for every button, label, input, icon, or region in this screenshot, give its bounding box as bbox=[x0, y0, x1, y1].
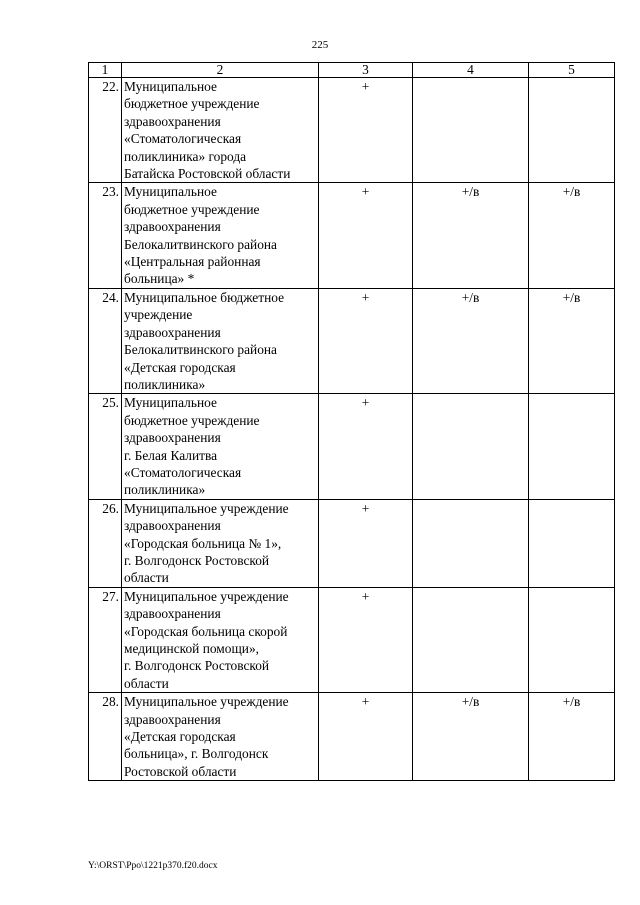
institution-name-line: медицинской помощи», bbox=[124, 641, 259, 656]
institution-name-line: здравоохранения bbox=[124, 606, 221, 622]
institution-name-cell bbox=[122, 183, 319, 288]
mark-cell-col-3: + bbox=[319, 693, 413, 781]
institution-name-line: Муниципальное bbox=[124, 79, 217, 94]
table-row bbox=[89, 499, 615, 587]
header-cell-5: 5 bbox=[529, 63, 615, 78]
institution-name-line: больница», г. Волгодонск bbox=[124, 746, 269, 762]
institution-name-line: здравоохранения bbox=[124, 324, 221, 340]
institution-name-cell bbox=[122, 499, 319, 587]
institution-name-line: учреждение bbox=[124, 307, 193, 323]
mark-cell-col-5 bbox=[529, 499, 615, 587]
institution-name-line: здравоохранения bbox=[124, 430, 221, 446]
institution-name-line: здравоохранения bbox=[124, 113, 221, 129]
mark-cell-col-3: + bbox=[319, 587, 413, 692]
institution-name-line: г. Волгодонск Ростовской bbox=[124, 552, 270, 568]
table-row bbox=[89, 288, 615, 393]
institution-name-line: «Стоматологическая bbox=[124, 464, 242, 480]
institution-name-line: области bbox=[124, 675, 169, 691]
institution-name-line: поликлиника» bbox=[124, 376, 206, 392]
table-row bbox=[89, 587, 615, 692]
mark-cell-col-3: + bbox=[319, 288, 413, 393]
row-number-cell: 27. bbox=[89, 587, 122, 692]
mark-cell-col-5 bbox=[529, 78, 615, 183]
header-cell-1: 1 bbox=[89, 63, 122, 78]
table-row bbox=[89, 394, 615, 499]
mark-cell-col-5: +/в bbox=[529, 288, 615, 393]
header-cell-4: 4 bbox=[413, 63, 529, 78]
institution-name-line: здравоохранения bbox=[124, 518, 221, 534]
mark-cell-col-4: +/в bbox=[413, 288, 529, 393]
institutions-table bbox=[88, 62, 615, 781]
institution-name-line: «Детская городская bbox=[124, 729, 236, 745]
institution-name-cell bbox=[122, 288, 319, 393]
institution-name-line: г. Волгодонск Ростовской bbox=[124, 658, 270, 674]
mark-cell-col-5 bbox=[529, 394, 615, 499]
header-cell-2: 2 bbox=[122, 63, 319, 78]
institution-name-line: «Городская больница № 1», bbox=[124, 535, 282, 551]
mark-cell-col-4 bbox=[413, 394, 529, 499]
header-cell-3: 3 bbox=[319, 63, 413, 78]
institution-name-line: «Детская городская bbox=[124, 359, 236, 375]
institution-name-line: бюджетное учреждение bbox=[124, 96, 260, 112]
page-number: 225 bbox=[311, 39, 329, 51]
institution-name-line: Ростовской области bbox=[124, 763, 237, 779]
institution-name-line: «Стоматологическая bbox=[124, 131, 242, 147]
row-number-cell: 22. bbox=[89, 78, 122, 183]
institution-name-line: Белокалитвинского района bbox=[124, 236, 278, 252]
mark-cell-col-5: +/в bbox=[529, 183, 615, 288]
institution-name-line: «Центральная районная bbox=[124, 254, 261, 270]
mark-cell-col-3: + bbox=[319, 78, 413, 183]
institution-name-cell bbox=[122, 394, 319, 499]
institution-name-line: области bbox=[124, 570, 169, 586]
institution-name-line: Белокалитвинского района bbox=[124, 342, 278, 358]
institution-name-cell bbox=[122, 693, 319, 781]
mark-cell-col-4 bbox=[413, 78, 529, 183]
table-header-row bbox=[89, 63, 615, 78]
mark-cell-col-3: + bbox=[319, 183, 413, 288]
mark-cell-col-4 bbox=[413, 499, 529, 587]
mark-cell-col-3: + bbox=[319, 499, 413, 587]
institution-name-line: больница» * bbox=[124, 271, 195, 287]
table-row bbox=[89, 693, 615, 781]
row-number-cell: 24. bbox=[89, 288, 122, 393]
mark-cell-col-4 bbox=[413, 587, 529, 692]
institution-name-line: здравоохранения bbox=[124, 711, 221, 727]
institution-name-line: Муниципальное бюджетное bbox=[124, 289, 285, 305]
institution-name-line: Муниципальное bbox=[124, 395, 217, 411]
institution-name-line: Муниципальное учреждение bbox=[124, 500, 289, 516]
mark-cell-col-5: +/в bbox=[529, 693, 615, 781]
institution-name-line: Муниципальное учреждение bbox=[124, 588, 289, 604]
row-number-cell: 26. bbox=[89, 499, 122, 587]
institution-name-cell bbox=[122, 78, 319, 183]
file-path-footer: Y:\ORST\Ppo\1221p370.f20.docx bbox=[88, 861, 218, 871]
institution-name-line: бюджетное учреждение bbox=[124, 201, 260, 217]
institution-name-line: бюджетное учреждение bbox=[124, 412, 260, 428]
institution-name-line: «Городская больница скорой bbox=[124, 623, 288, 639]
mark-cell-col-5 bbox=[529, 587, 615, 692]
mark-cell-col-4: +/в bbox=[413, 183, 529, 288]
institution-name-line: здравоохранения bbox=[124, 219, 221, 235]
institution-name-line: Муниципальное учреждение bbox=[124, 694, 289, 710]
table-row bbox=[89, 183, 615, 288]
row-number-cell: 28. bbox=[89, 693, 122, 781]
row-number-cell: 23. bbox=[89, 183, 122, 288]
institution-name-line: поликлиника» города bbox=[124, 148, 247, 164]
row-number-cell: 25. bbox=[89, 394, 122, 499]
institution-name-cell bbox=[122, 587, 319, 692]
mark-cell-col-3: + bbox=[319, 394, 413, 499]
institution-name-line: г. Белая Калитва bbox=[124, 447, 218, 463]
table-row bbox=[89, 78, 615, 183]
institution-name-line: поликлиника» bbox=[124, 482, 206, 498]
institution-name-line: Батайска Ростовской области bbox=[124, 166, 291, 182]
mark-cell-col-4: +/в bbox=[413, 693, 529, 781]
institution-name-line: Муниципальное bbox=[124, 184, 217, 200]
